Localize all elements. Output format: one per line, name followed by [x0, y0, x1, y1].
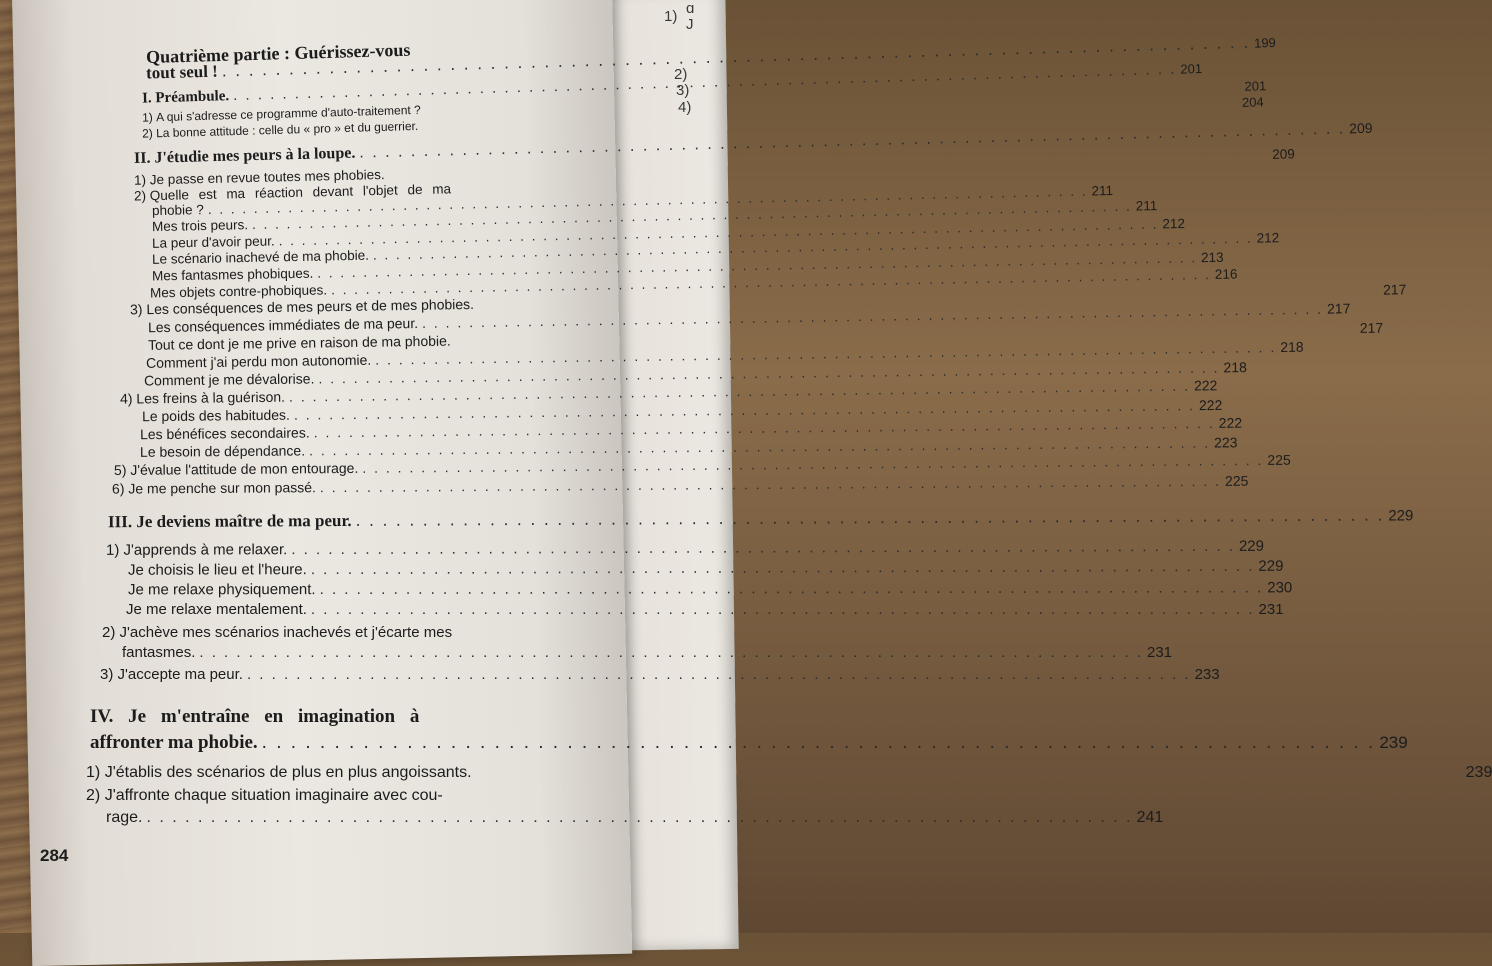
toc-line: 4) Les freins à la guérison. . . . 222 [120, 385, 556, 406]
section-heading: III. Je deviens maître de ma peur. . . . 229 [108, 510, 576, 532]
toc-line: 2) La bonne attitude : celle du « pro » et du guerrier. 204 [141, 94, 1264, 141]
toc-line: 2) J'affronte chaque situation imaginaire avec cou- [86, 787, 443, 804]
toc-line: La peur d'avoir peur. . . . 212 [152, 228, 550, 251]
section-heading: affronter ma phobie. . . . 239 [90, 732, 590, 754]
toc-line: 1) A qui s'adresse ce programme d'auto-traitement ? 201 [141, 78, 1267, 125]
right-page-fragment: 1) [664, 8, 678, 25]
right-page-fragment: 4) [678, 99, 692, 116]
toc-line: Tout ce dont je me prive en raison de ma phobie. 217 [147, 319, 1384, 353]
toc-line: Mes trois peurs. . . . 211 [152, 211, 548, 234]
toc-line: Je choisis le lieu et l'heure. . . . 229 [128, 560, 578, 579]
toc-line: Je me relaxe mentalement. . . . 231 [126, 601, 582, 618]
toc-line: Les conséquences immédiates de ma peur. . . . 217 [148, 313, 554, 335]
toc-line: fantasmes. . . . 231 [122, 644, 584, 661]
toc-line: 2) J'achève mes scénarios inachevés et j'écarte mes [102, 624, 453, 641]
part-heading: Quatrième partie : Guérissez-vous [145, 39, 411, 68]
toc-line: Mes objets contre-phobiques. . . . 216 [150, 278, 552, 300]
toc-line: Le scénario inachevé de ma phobie. . . . 212 [152, 244, 550, 267]
toc-line: rage. . . . 241 [106, 809, 596, 827]
section-heading: I. Préambule. . . . 201 [142, 78, 542, 107]
toc-line: Je me relaxe physiquement. . . . 230 [128, 581, 580, 599]
toc-line: 1) J'apprends à me relaxer. . . . 229 [106, 540, 578, 559]
toc-line: 3) Les conséquences de mes peurs et de mes phobies. 217 [129, 281, 1407, 318]
right-page-fragment: J [686, 16, 694, 33]
section-heading: II. J'étudie mes peurs à la loupe. . . . 209 [134, 140, 548, 168]
toc-line: 3) J'accepte ma peur. . . . 233 [100, 666, 586, 683]
toc-line: Les bénéfices secondaires. . . . 222 [140, 422, 566, 442]
right-page-fragment: 2) [674, 66, 688, 83]
toc-line: Comment je me dévalorise. . . . 218 [144, 367, 556, 388]
right-page-fragment: 3) [676, 82, 690, 99]
toc-line: Mes fantasmes phobiques. . . . 213 [152, 262, 552, 284]
page-number: 284 [40, 846, 69, 865]
toc-line: tout seul ! . . . 199 [146, 52, 544, 83]
toc-line: 6) Je me penche sur mon passé. . . . 225 [112, 477, 572, 496]
toc-line: 5) J'évalue l'attitude de mon entourage. . . . 225 [114, 458, 570, 478]
section-heading: IV. Je m'entraîne en imagination à [90, 706, 420, 727]
toc-line: Le besoin de dépendance. . . . 223 [140, 440, 568, 460]
toc-line: 2) Quelle est ma réaction devant l'objet de ma [133, 181, 452, 204]
right-page-fragment: ɑ [686, 0, 695, 17]
toc-line: phobie ? . . . 211 [152, 195, 548, 218]
toc-line: Comment j'ai perdu mon autonomie. . . . 218 [146, 349, 556, 371]
toc-line: Le poids des habitudes. . . . 222 [142, 404, 566, 424]
toc-line: 1) J'établis des scénarios de plus en plus angoissants. 239 [86, 764, 1492, 781]
toc-line: 1) Je passe en revue toutes mes phobies. 209 [133, 146, 1296, 188]
